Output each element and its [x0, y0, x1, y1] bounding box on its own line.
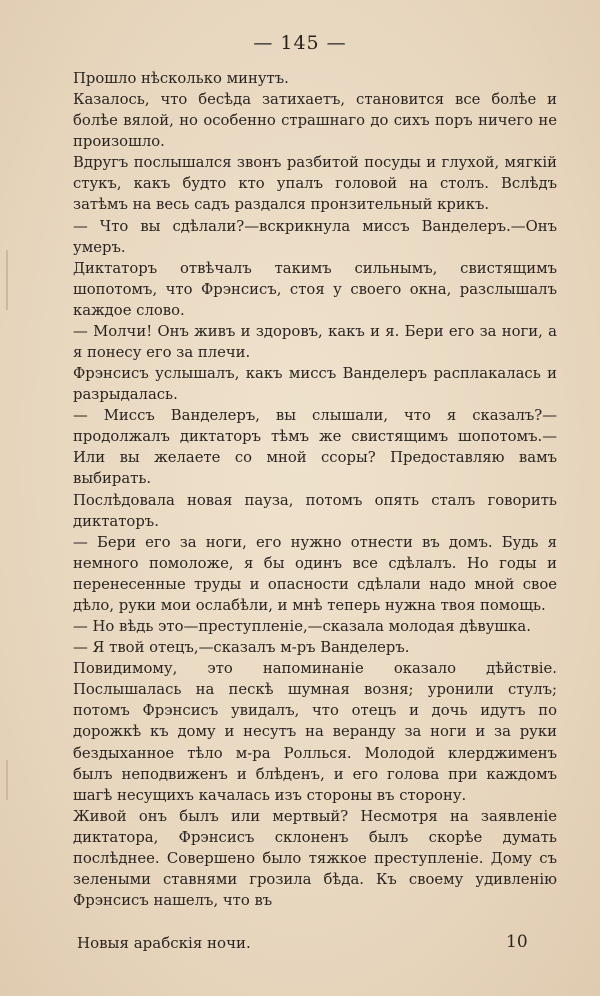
page-edge-mark: [6, 250, 8, 310]
paragraph: — Бери его за ноги, его нужно отнести въ домъ. Будь я немного помоложе, я бы одинъ все сдѣлалъ. Но годы и перенесенные труды и опасности сдѣлали надо мной свое дѣло, руки мои ослабѣли, и мнѣ теперь нужна твоя помощь.: [73, 533, 557, 614]
paragraph: — Молчи! Онъ живъ и здоровъ, какъ и я. Бери его за ноги, а я понесу его за плечи.: [73, 322, 557, 362]
paragraph: Вдругъ послышался звонъ разбитой посуды и глухой, мягкій стукъ, какъ будто кто упалъ головой на столъ. Вслѣдъ затѣмъ на весь садъ раздался пронзительный крикъ.: [73, 154, 557, 214]
paragraph: Послѣдовала новая пауза, потомъ опять сталъ говорить диктаторъ.: [73, 491, 557, 530]
paragraph: Диктаторъ отвѣчалъ такимъ сильнымъ, свистящимъ шопотомъ, что Фрэнсисъ, стоя у своего окна, разслышалъ каждое слово.: [73, 259, 557, 319]
paragraph: — Что вы сдѣлали?—вскрикнула миссъ Ванделеръ.—Онъ умеръ.: [73, 217, 557, 256]
paragraph: Прошло нѣсколько минутъ.: [73, 70, 289, 87]
footer-book-title: Новыя арабскія ночи.: [77, 934, 251, 952]
paragraph: Повидимому, это напоминаніе оказало дѣйствіе. Послышалась на пескѣ шумная возня; уронили стулъ; потомъ Фрэнсисъ увидалъ, что отецъ и дочь идутъ по дорожкѣ къ дому и несутъ на веранду за ноги и за руки бездыханное тѣло м-ра Роллься. Молодой клерджименъ былъ неподвиженъ и блѣденъ, и его голова при каждомъ шагѣ несущихъ качалась изъ стороны въ сторону.: [73, 660, 557, 804]
paragraph: — Миссъ Ванделеръ, вы слышали, что я сказалъ?—продолжалъ диктаторъ тѣмъ же свистящимъ шопотомъ.—Или вы желаете со мной ссоры? Предоставляю вамъ выбирать.: [73, 407, 557, 488]
paragraph: Живой онъ былъ или мертвый? Несмотря на заявленіе диктатора, Фрэнсисъ склоненъ былъ скорѣе думать послѣднее. Совершено было тяжкое преступленіе. Дому съ зелеными ставнями грозила бѣда. Къ своему удивленію Фрэнсисъ нашелъ, что въ: [73, 807, 557, 910]
paragraph: Фрэнсисъ услышалъ, какъ миссъ Ванделеръ расплакалась и разрыдалась.: [73, 365, 557, 404]
page-number: — 145 —: [253, 32, 347, 54]
paragraph: Казалось, что бесѣда затихаетъ, становится все болѣе и болѣе вялой, но особенно страшнаго до сихъ поръ ничего не произошло.: [73, 91, 557, 151]
body-text: [73, 68, 557, 911]
paragraph: — Но вѣдь это—преступленіе,—сказала молодая дѣвушка.: [73, 618, 531, 636]
page-edge-mark: [6, 760, 8, 800]
paragraph: — Я твой отецъ,—сказалъ м-ръ Ванделеръ.: [73, 639, 410, 657]
footer-signature-mark: 10: [506, 932, 528, 952]
